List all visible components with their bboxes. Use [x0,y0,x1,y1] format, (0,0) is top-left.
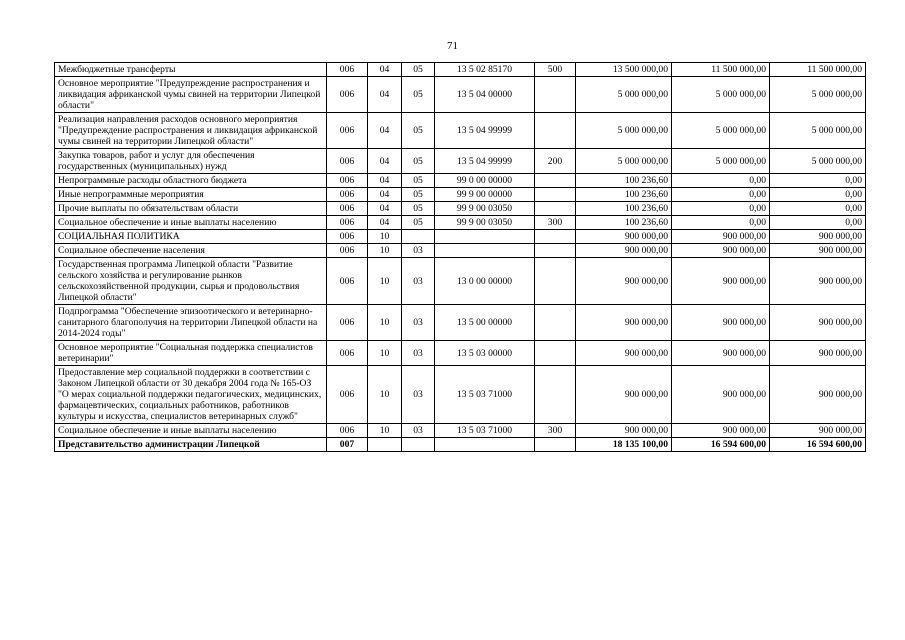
cell-subsection: 05 [402,188,435,202]
cell-amount-year-1: 900 000,00 [576,244,672,258]
cell-department: 006 [327,366,368,424]
cell-amount-year-2: 5 000 000,00 [672,113,770,149]
cell-expense-type [535,230,576,244]
cell-department: 006 [327,188,368,202]
cell-department: 006 [327,216,368,230]
cell-section: 10 [368,341,402,366]
table-row [55,424,866,438]
cell-amount-year-1: 900 000,00 [576,305,672,341]
cell-name: Прочие выплаты по обязательствам области [55,202,327,216]
table-row [55,438,866,452]
cell-name: Закупка товаров, работ и услуг для обеспечения государственных (муниципальных) нужд [55,149,327,174]
cell-amount-year-2: 900 000,00 [672,424,770,438]
cell-amount-year-1: 100 236,60 [576,202,672,216]
cell-department: 006 [327,202,368,216]
cell-amount-year-3: 5 000 000,00 [770,113,866,149]
cell-section: 10 [368,244,402,258]
table-row [55,230,866,244]
cell-department: 007 [327,438,368,452]
cell-target-article: 13 5 02 85170 [435,63,535,77]
cell-name: Государственная программа Липецкой области "Развитие сельского хозяйства и регулирование рынков сельскохозяйственной продукции, сырья и продовольствия Липецкой области" [55,258,327,305]
cell-name: Межбюджетные трансферты [55,63,327,77]
cell-expense-type: 500 [535,63,576,77]
cell-subsection: 03 [402,424,435,438]
cell-department: 006 [327,63,368,77]
cell-target-article: 99 0 00 00000 [435,174,535,188]
cell-expense-type [535,77,576,113]
cell-target-article [435,438,535,452]
cell-amount-year-2: 0,00 [672,188,770,202]
cell-department: 006 [327,230,368,244]
cell-name: Непрограммные расходы областного бюджета [55,174,327,188]
cell-subsection [402,230,435,244]
cell-expense-type: 200 [535,149,576,174]
cell-amount-year-1: 900 000,00 [576,258,672,305]
cell-amount-year-3: 5 000 000,00 [770,77,866,113]
cell-target-article: 13 5 03 71000 [435,424,535,438]
cell-amount-year-2: 5 000 000,00 [672,77,770,113]
cell-section: 04 [368,77,402,113]
cell-department: 006 [327,341,368,366]
cell-department: 006 [327,77,368,113]
cell-amount-year-1: 900 000,00 [576,230,672,244]
cell-subsection: 03 [402,305,435,341]
cell-amount-year-2: 11 500 000,00 [672,63,770,77]
cell-section: 04 [368,188,402,202]
cell-section: 04 [368,149,402,174]
cell-target-article: 99 9 00 00000 [435,188,535,202]
cell-amount-year-3: 0,00 [770,202,866,216]
cell-target-article: 13 5 00 00000 [435,305,535,341]
cell-section: 04 [368,113,402,149]
cell-section: 10 [368,230,402,244]
cell-subsection: 03 [402,244,435,258]
budget-table-body [55,63,866,452]
cell-section: 04 [368,202,402,216]
table-row [55,77,866,113]
cell-subsection: 05 [402,113,435,149]
cell-section: 10 [368,424,402,438]
cell-amount-year-1: 900 000,00 [576,341,672,366]
cell-section: 10 [368,258,402,305]
cell-target-article: 13 5 04 00000 [435,77,535,113]
cell-expense-type [535,244,576,258]
cell-subsection: 03 [402,366,435,424]
cell-subsection: 05 [402,63,435,77]
cell-amount-year-3: 900 000,00 [770,230,866,244]
cell-subsection: 05 [402,216,435,230]
cell-amount-year-2: 0,00 [672,174,770,188]
cell-amount-year-1: 18 135 100,00 [576,438,672,452]
cell-amount-year-3: 0,00 [770,174,866,188]
table-row [55,202,866,216]
cell-amount-year-2: 16 594 600,00 [672,438,770,452]
cell-name: Социальное обеспечение населения [55,244,327,258]
cell-amount-year-2: 900 000,00 [672,305,770,341]
cell-expense-type: 300 [535,216,576,230]
cell-amount-year-3: 900 000,00 [770,258,866,305]
cell-target-article: 99 9 00 03050 [435,202,535,216]
cell-amount-year-1: 5 000 000,00 [576,77,672,113]
cell-amount-year-1: 900 000,00 [576,366,672,424]
cell-amount-year-3: 11 500 000,00 [770,63,866,77]
cell-expense-type [535,438,576,452]
table-row [55,149,866,174]
cell-expense-type [535,305,576,341]
budget-table [54,62,866,452]
table-row [55,366,866,424]
cell-department: 006 [327,149,368,174]
table-row [55,305,866,341]
cell-amount-year-3: 0,00 [770,216,866,230]
cell-amount-year-2: 900 000,00 [672,230,770,244]
cell-target-article: 13 0 00 00000 [435,258,535,305]
cell-department: 006 [327,113,368,149]
cell-expense-type [535,174,576,188]
cell-amount-year-1: 100 236,60 [576,174,672,188]
cell-section: 10 [368,305,402,341]
cell-expense-type [535,258,576,305]
cell-amount-year-2: 900 000,00 [672,258,770,305]
cell-name: Социальное обеспечение и иные выплаты населению [55,424,327,438]
table-row [55,244,866,258]
cell-amount-year-3: 900 000,00 [770,424,866,438]
table-row [55,63,866,77]
cell-expense-type [535,202,576,216]
table-row [55,113,866,149]
cell-department: 006 [327,258,368,305]
cell-amount-year-1: 13 500 000,00 [576,63,672,77]
cell-amount-year-2: 900 000,00 [672,366,770,424]
cell-name: Реализация направления расходов основного мероприятия "Предупреждение распространения и ликвидация африканской чумы свиней на территории Липецкой области" [55,113,327,149]
table-row [55,258,866,305]
cell-subsection: 05 [402,174,435,188]
cell-target-article [435,230,535,244]
cell-amount-year-2: 900 000,00 [672,341,770,366]
table-row [55,174,866,188]
cell-amount-year-2: 900 000,00 [672,244,770,258]
cell-section: 04 [368,216,402,230]
cell-amount-year-1: 900 000,00 [576,424,672,438]
cell-target-article [435,244,535,258]
cell-name: Основное мероприятие "Предупреждение распространения и ликвидация африканской чумы свиней на территории Липецкой области" [55,77,327,113]
cell-amount-year-3: 900 000,00 [770,244,866,258]
table-row [55,341,866,366]
cell-expense-type: 300 [535,424,576,438]
cell-expense-type [535,341,576,366]
cell-amount-year-3: 0,00 [770,188,866,202]
cell-subsection: 05 [402,202,435,216]
cell-section [368,438,402,452]
cell-amount-year-3: 900 000,00 [770,341,866,366]
cell-name: Представительство администрации Липецкой [55,438,327,452]
cell-amount-year-1: 100 236,60 [576,188,672,202]
cell-name: Предоставление мер социальной поддержки в соответствии с Законом Липецкой области от 30 декабря 2004 года № 165-ОЗ "О мерах социальной поддержки педагогических, медицинских, фармацевтических, социальных работников, работников культуры и искусства, специалистов ветеринарных служб" [55,366,327,424]
cell-name: СОЦИАЛЬНАЯ ПОЛИТИКА [55,230,327,244]
cell-target-article: 13 5 03 71000 [435,366,535,424]
cell-target-article: 13 5 03 00000 [435,341,535,366]
cell-target-article: 13 5 04 99999 [435,149,535,174]
table-row [55,188,866,202]
cell-expense-type [535,366,576,424]
cell-name: Иные непрограммные мероприятия [55,188,327,202]
cell-amount-year-1: 5 000 000,00 [576,149,672,174]
cell-amount-year-2: 0,00 [672,202,770,216]
cell-target-article: 99 9 00 03050 [435,216,535,230]
cell-section: 10 [368,366,402,424]
cell-subsection: 03 [402,341,435,366]
cell-name: Подпрограмма "Обеспечение эпизоотического и ветеринарно-санитарного благополучия на территории Липецкой области на 2014-2024 годы" [55,305,327,341]
cell-subsection: 05 [402,149,435,174]
cell-name: Основное мероприятие "Социальная поддержка специалистов ветеринарии" [55,341,327,366]
cell-subsection [402,438,435,452]
cell-amount-year-2: 5 000 000,00 [672,149,770,174]
cell-amount-year-3: 16 594 600,00 [770,438,866,452]
page-number: 71 [447,40,458,52]
cell-section: 04 [368,174,402,188]
cell-name: Социальное обеспечение и иные выплаты населению [55,216,327,230]
cell-amount-year-1: 5 000 000,00 [576,113,672,149]
cell-department: 006 [327,424,368,438]
cell-target-article: 13 5 04 99999 [435,113,535,149]
cell-amount-year-3: 900 000,00 [770,366,866,424]
cell-section: 04 [368,63,402,77]
cell-department: 006 [327,305,368,341]
cell-subsection: 03 [402,258,435,305]
cell-amount-year-1: 100 236,60 [576,216,672,230]
cell-amount-year-3: 900 000,00 [770,305,866,341]
cell-expense-type [535,188,576,202]
cell-subsection: 05 [402,77,435,113]
cell-amount-year-3: 5 000 000,00 [770,149,866,174]
cell-department: 006 [327,174,368,188]
cell-amount-year-2: 0,00 [672,216,770,230]
table-row [55,216,866,230]
cell-department: 006 [327,244,368,258]
cell-expense-type [535,113,576,149]
